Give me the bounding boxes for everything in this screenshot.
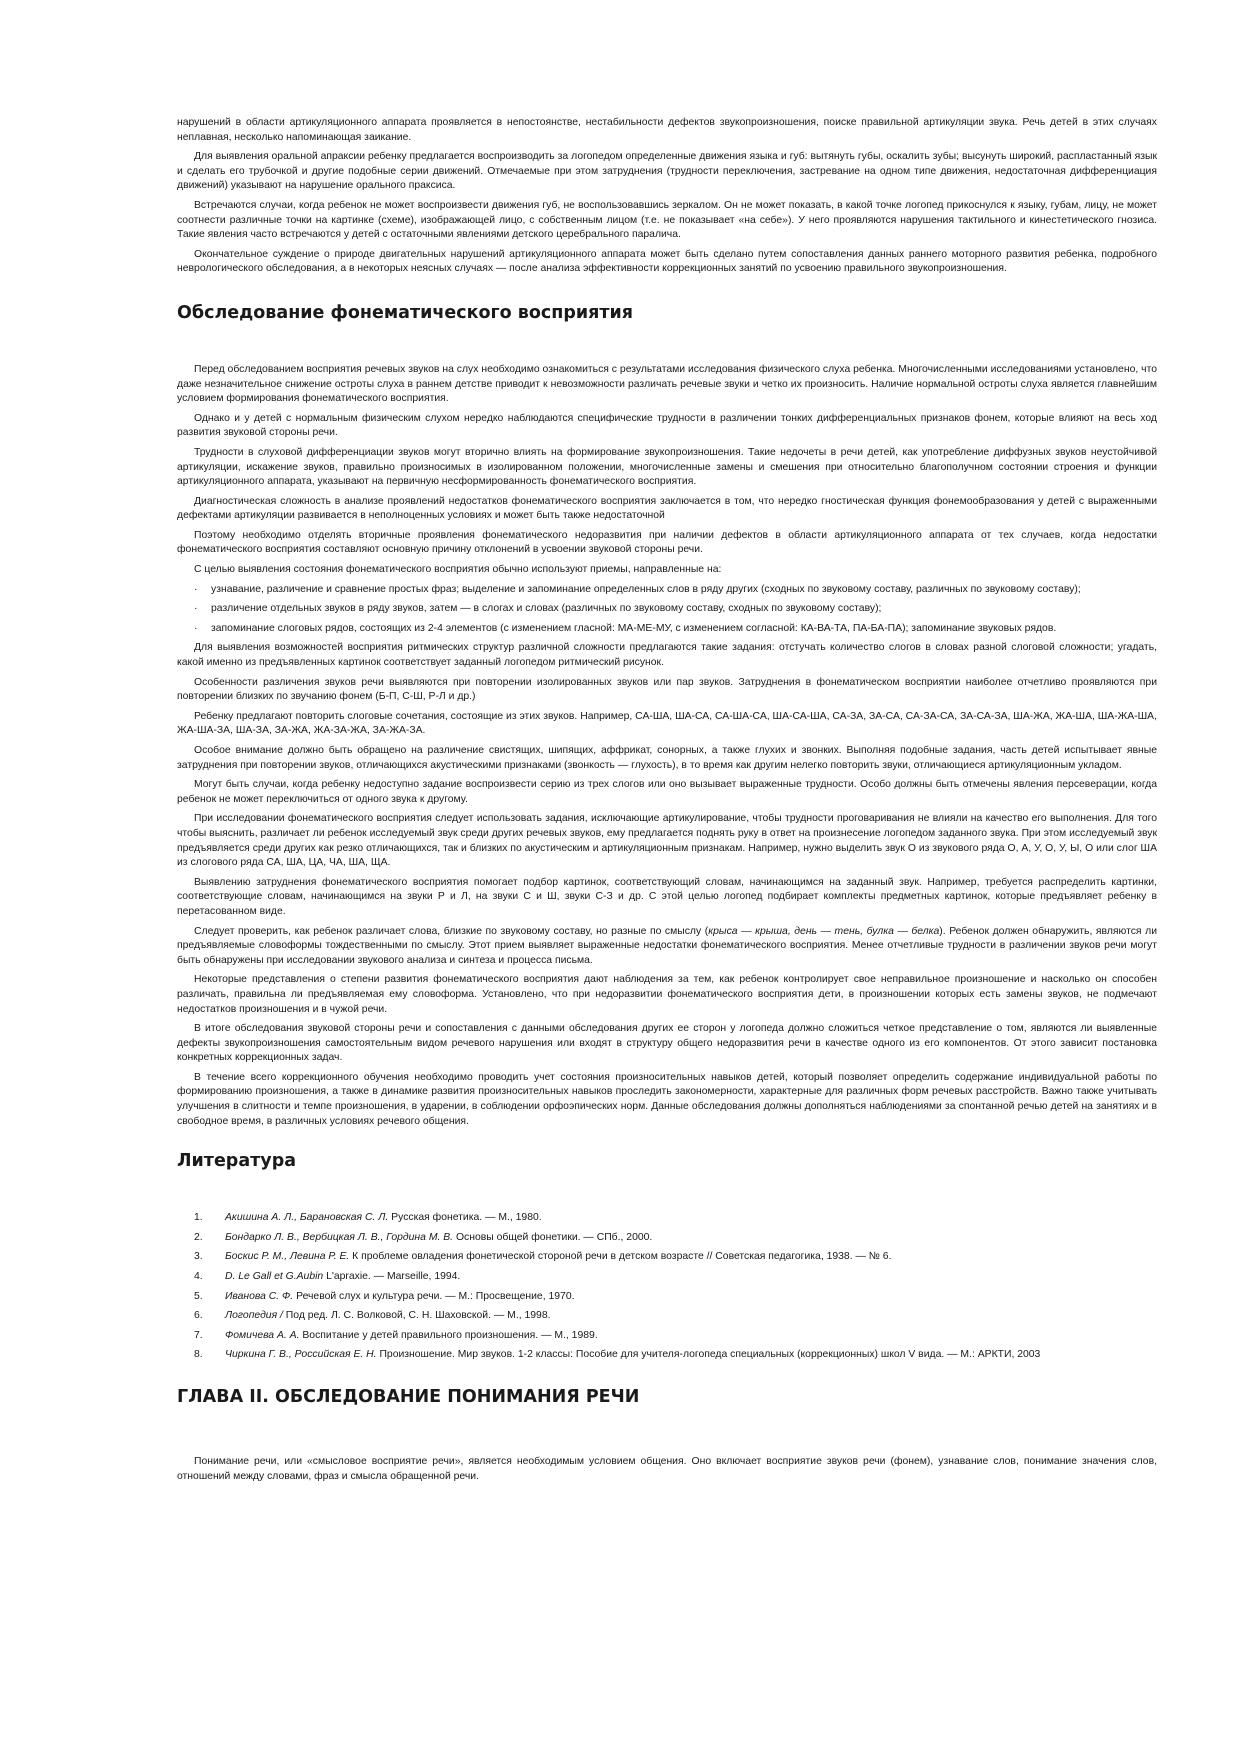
bullet-text: узнавание, различение и сравнение простых фраз; выделение и запоминание определенных слов в ряду других (сходных по звуковому составу, различных по звуковому составу); bbox=[211, 583, 1081, 595]
reference-number: 7. bbox=[194, 1329, 203, 1341]
reference-number: 4. bbox=[194, 1271, 203, 1283]
text-run: Следует проверить, как ребенок различает слова, близкие по звуковому составу, но разные по смыслу ( bbox=[194, 925, 709, 937]
reference-number: 3. bbox=[194, 1251, 203, 1263]
reference-number: 1. bbox=[194, 1212, 203, 1224]
reference-item bbox=[177, 1231, 1157, 1246]
reference-item bbox=[177, 1250, 1157, 1265]
paragraph: Диагностическая сложность в анализе проявлений недостатков фонематического восприятия заключается в том, что нередко гностическая функция фонемообразования у детей с выраженными дефектами артикуляции развивается в неполноценных условиях и может быть также недостаточной bbox=[177, 495, 1157, 522]
paragraph: Трудности в слуховой дифференциации звуков могут вторично влиять на формирование звукопроизношения. Такие недочеты в речи детей, как употребление диффузных звуков неустойчивой артикуляции, искажение звуков, правильно произносимых в изолированном положении, многочисленные замены и смешения при относительно благополучном состоянии строения и функции артикуляционного аппарата, указывают на первичную несформированность фонематического восприятия. bbox=[177, 446, 1157, 488]
reference-number: 8. bbox=[194, 1349, 203, 1361]
reference-details: К проблеме овладения фонетической стороной речи в детском возрасте // Советская педагогика, 1938. — № 6. bbox=[349, 1251, 892, 1263]
paragraph: Особенности различения звуков речи выявляются при повторении изолированных звуков или пар звуков. Затруднения в фонематическом восприятии наиболее отчетливо проявляются при повторении близких по звучанию фонем (Б-П, С-Ш, Р-Л и др.) bbox=[177, 676, 1157, 703]
paragraph: Могут быть случаи, когда ребенку недоступно задание воспроизвести серию из трех слогов или оно вызывает выраженные трудности. Особо должны быть отмечены явления персеверации, когда ребенок не может переключиться от одного звука к другому. bbox=[177, 779, 1157, 805]
paragraph: Однако и у детей с нормальным физическим слухом нередко наблюдаются специфические трудности в различении тонких дифференциальных признаков фонем, которые влияют на весь ход развития звуковой стороны речи. bbox=[177, 412, 1157, 439]
section-heading-phonemic-perception: Обследование фонематического восприятия bbox=[177, 302, 634, 323]
reference-number: 5. bbox=[194, 1290, 203, 1302]
chapter-heading: ГЛАВА II. ОБСЛЕДОВАНИЕ ПОНИМАНИЯ РЕЧИ bbox=[177, 1387, 640, 1407]
paragraph: нарушений в области артикуляционного аппарата проявляется в непостоянстве, нестабильности дефектов звукопроизношения, поиске правильной артикуляции звука. Речь детей в этих случаях неплавная, несколько напоминающая заикание. bbox=[177, 117, 1157, 143]
paragraph: В течение всего коррекционного обучения необходимо проводить учет состояния произносительных навыков детей, который позволяет определить содержание индивидуальной работы по формированию произношения, а также в динамике развития произносительных навыков проследить закономерности, характерные для различных форм речевых расстройств. Важно также учитывать улучшения в слитности и темпе произношения, в ударении, в соблюдении орфоэпических норм. Данные обследования должны дополняться наблюдениями за спонтанной речью детей на занятиях и в свободное время, в различных условиях речевого общения. bbox=[177, 1071, 1157, 1127]
reference-authors: Иванова С. Ф. bbox=[225, 1290, 294, 1302]
reference-item bbox=[177, 1290, 1157, 1305]
word-pair-examples: крыса — крыша, день — тень, булка — белка bbox=[708, 925, 940, 937]
paragraph: Поэтому необходимо отделять вторичные проявления фонематического недоразвития при наличии дефектов в области артикуляционного аппарата от тех случаев, когда недостатки фонематического восприятия составляют основную причину отклонений в усвоении звуковой стороны речи. bbox=[177, 529, 1157, 556]
paragraph: Встречаются случаи, когда ребенок не может воспроизвести движения губ, не воспользовавшись зеркалом. Он не может показать, в какой точке логопед прикоснулся к языку, губам, лицу, не может соотнести различные точки на картинке (схеме), изображающей лицо, с собственным лицом (т.е. не показывает «на себе»). У него проявляются нарушения тактильного и кинестетического гнозиса. Такие явления часто встречаются у детей с остаточными явлениями детского церебрального паралича. bbox=[177, 199, 1157, 241]
paragraph: Некоторые представления о степени развития фонематического восприятия дают наблюдения за тем, как ребенок контролирует свое неправильное произношение и насколько он способен различать, правильна ли предъявляемая ему словоформа. Установлено, что при недоразвитии фонематического восприятия дети, в произношении которых есть замены звуков, не подмечают недостатков произношения и в чужой речи. bbox=[177, 974, 1157, 1015]
reference-authors: Бондарко Л. В., Вербицкая Л. В., Гордина М. В. bbox=[225, 1231, 454, 1243]
bullet-marker: · bbox=[194, 622, 198, 634]
reference-details: Основы общей фонетики. — СПб., 2000. bbox=[453, 1231, 653, 1243]
paragraph: Для выявления возможностей восприятия ритмических структур различной сложности предлагаются такие задания: отстучать количество слогов в словах разной слоговой сложности; угадать, какой именно из предъявленных картинок соответствует заданный логопедом ритмический рисунок. bbox=[177, 642, 1157, 669]
reference-authors: D. Le Gall et G.Aubin bbox=[225, 1271, 324, 1283]
paragraph: Понимание речи, или «смысловое восприятие речи», является необходимым условием общения. Оно включает восприятие звуков речи (фонем), узнавание слов, понимание значения слов, отношений между словами, фраз и смысла обращенной речи. bbox=[177, 1456, 1157, 1482]
bullet-item bbox=[177, 583, 1157, 598]
bullet-marker: · bbox=[194, 603, 198, 615]
reference-item bbox=[177, 1309, 1157, 1324]
paragraph: Ребенку предлагают повторить слоговые сочетания, состоящие из этих звуков. Например, СА-ША, ША-СА, СА-ША-СА, ША-СА-ША, СА-ЗА, ЗА-СА, СА-ЗА-СА, ЗА-СА-ЗА, ША-ЖА, ЖА-ША, ША-ЖА-ША, ЖА-ША-ЗА, ША-ЗА, ЗА-ЖА, ЖА-ЗА-ЖА, ЗА-ЖА-ЗА. bbox=[177, 710, 1157, 737]
paragraph: Перед обследованием восприятия речевых звуков на слух необходимо ознакомиться с результатами исследования физического слуха ребенка. Многочисленными исследованиями установлено, что даже незначительное снижение остроты слуха в раннем детстве приводит к невозможности различать речевые звуки и четко их произносить. Наличие нормальной остроты слуха является главнейшим условием формирования фонематического восприятия. bbox=[177, 363, 1157, 405]
reference-item bbox=[177, 1329, 1157, 1344]
reference-details: L'apraxie. — Marseille, 1994. bbox=[323, 1271, 461, 1283]
section-heading-references: Литература bbox=[177, 1151, 297, 1172]
reference-authors: Чиркина Г. В., Российская Е. Н. bbox=[225, 1349, 377, 1361]
bullet-text: запоминание слоговых рядов, состоящих из 2-4 элементов (с изменением гласной: МА-МЕ-МУ, с изменением согласной: КА-ВА-ТА, ПА-БА-ПА); запоминание звуковых рядов. bbox=[211, 622, 1057, 634]
reference-details: Воспитание у детей правильного произношения. — М., 1989. bbox=[299, 1329, 598, 1341]
reference-details: Русская фонетика. — М., 1980. bbox=[388, 1212, 542, 1224]
paragraph: Особое внимание должно быть обращено на различение свистящих, шипящих, аффрикат, сонорных, а также глухих и звонких. Выполняя подобные задания, часть детей испытывает явные затруднения при повторении звуков, отличающихся акустическими признаками (звонкость — глухость), в то время как другим нелегко повторить звуки, отличающиеся артикуляционным укладом. bbox=[177, 745, 1157, 771]
reference-details: Произношение. Мир звуков. 1-2 классы: Пособие для учителя-логопеда специальных (коррекционных) школ V вида. — М.: АРКТИ, 2003 bbox=[376, 1349, 1041, 1361]
bullet-item bbox=[177, 602, 1157, 617]
reference-item bbox=[177, 1348, 1157, 1363]
reference-list bbox=[177, 1211, 1157, 1363]
paragraph: С целью выявления состояния фонематического восприятия обычно используют приемы, направленные на: bbox=[194, 564, 722, 576]
bullet-item bbox=[177, 622, 1157, 637]
paragraph: Для выявления оральной апраксии ребенку предлагается воспроизводить за логопедом определенные движения языка и губ: вытянуть губы, оскалить зубы; высунуть широкий, распластанный язык и сделать его трубочкой и другие подобные серии движений. Отмечаемые при этом затруднения (трудности переключения, застревание на одном типе движения, недостаточная дифференциация движений) указывают на нарушение орального праксиса. bbox=[177, 151, 1157, 192]
reference-number: 2. bbox=[194, 1231, 203, 1243]
reference-authors: Логопедия / bbox=[225, 1310, 283, 1322]
page-content bbox=[177, 116, 1157, 1489]
reference-details: Под ред. Л. С. Волковой, С. Н. Шаховской. — М., 1998. bbox=[282, 1310, 551, 1322]
paragraph: Выявлению затруднения фонематического восприятия помогает подбор картинок, соответствующий словам, начинающимся на заданный звук. Например, требуется распределить картинки, соответствующие словам, начинающимся на звуки Р и Л, на звуки С и Ш, звуки С-З и др. С этой целью логопед подбирает комплекты предметных картинок, которые предъявляет ребенку в перетасованном виде. bbox=[177, 876, 1157, 917]
paragraph-with-examples bbox=[177, 925, 1157, 969]
reference-authors: Акишина А. Л., Барановская С. Л. bbox=[225, 1212, 389, 1224]
reference-item bbox=[177, 1270, 1157, 1285]
paragraph: В итоге обследования звуковой стороны речи и сопоставления с данными обследования других ее сторон у логопеда должно сложиться четкое представление о том, являются ли выявленные дефекты звукопроизношения самостоятельным видом речевого нарушения или входят в структуру общего недоразвития речи в качестве одного из его компонентов. От этого зависит постановка конкретных коррекционных задач. bbox=[177, 1023, 1157, 1064]
reference-authors: Фомичева А. А. bbox=[225, 1329, 300, 1341]
reference-number: 6. bbox=[194, 1310, 203, 1322]
bullet-text: различение отдельных звуков в ряду звуков, затем — в слогах и словах (различных по звуковому составу, сходных по звуковому составу); bbox=[211, 603, 882, 615]
paragraph: Окончательное суждение о природе двигательных нарушений артикуляционного аппарата может быть сделано путем сопоставления данных раннего моторного развития ребенка, подробного неврологического обследования, а в некоторых неясных случаях — после анализа эффективности коррекционных занятий по усвоению правильного звукопроизношения. bbox=[177, 248, 1157, 275]
bullet-marker: · bbox=[194, 583, 198, 595]
paragraph: При исследовании фонематического восприятия следует использовать задания, исключающие артикулирование, чтобы трудности проговаривания не влияли на качество его выполнения. Для того чтобы выяснить, различает ли ребенок исследуемый звук среди других речевых звуков, ему предлагается поднять руку в ответ на произнесение логопедом заданного звука. При этом исследуемый звук предъявляется среди других как резко отличающихся, так и близких по акустическим и артикуляционным признакам. Например, нужно выделить звук О из звукового ряда О, А, У, О, У, Ы, О или слог ША из слогового ряда СА, ША, ЦА, ЧА, ША, ЩА. bbox=[177, 813, 1157, 869]
text-run: ). Ребенок должен обнаружить, являются ли предъявляемые словоформы тождественными по смыслу. Этот прием выявляет выраженные недостатки фонематического восприятия. Менее отчетливые трудности в различении звуков речи могут быть обнаружены при исследовании звукового анализа и синтеза и процесса письма. bbox=[177, 925, 1158, 966]
reference-item bbox=[177, 1211, 1157, 1226]
reference-details: Речевой слух и культура речи. — М.: Просвещение, 1970. bbox=[293, 1290, 575, 1302]
reference-authors: Боскис Р. М., Левина Р. Е. bbox=[225, 1251, 350, 1263]
